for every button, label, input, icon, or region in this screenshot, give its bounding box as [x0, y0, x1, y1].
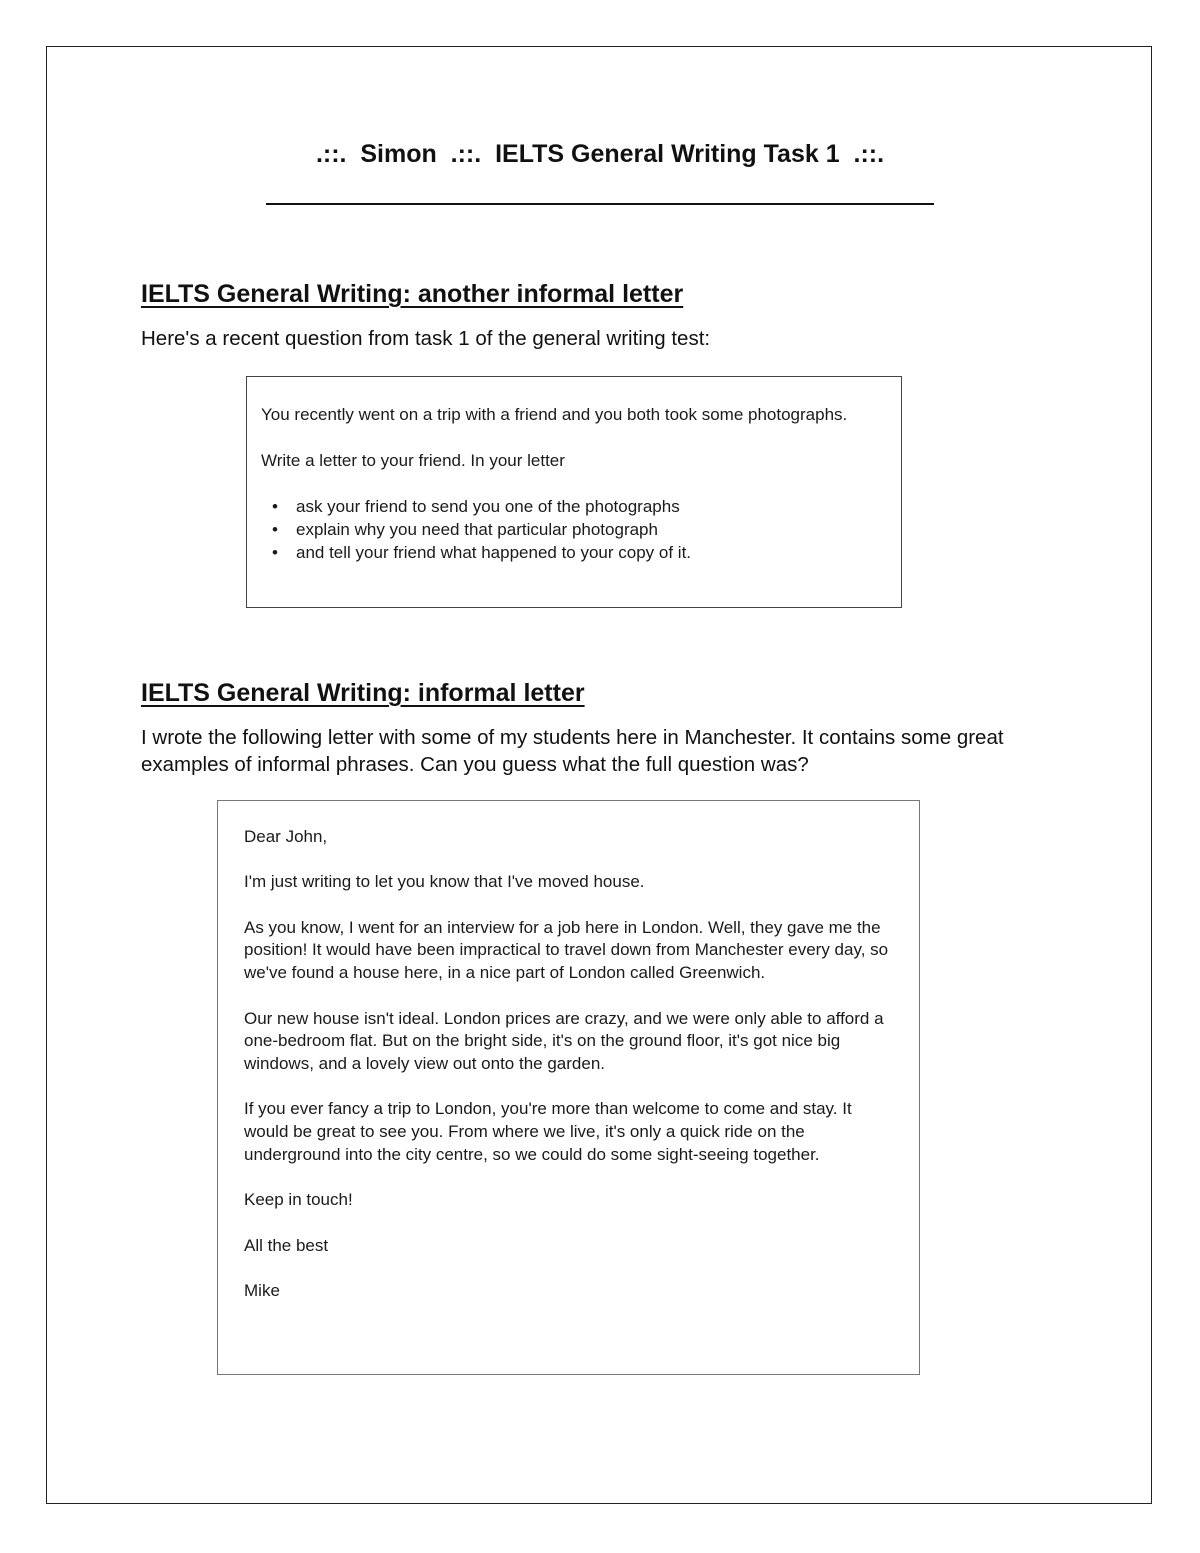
- question-box: [246, 376, 902, 608]
- question-bullet-item: [261, 518, 887, 541]
- letter-box: [217, 800, 920, 1375]
- question-bullet-text: and tell your friend what happened to your copy of it.: [296, 543, 692, 562]
- letter-greeting: Dear John,: [244, 827, 328, 846]
- question-bullet-item: [261, 541, 887, 564]
- header-divider: [266, 203, 934, 205]
- section-heading-informal-letter: IELTS General Writing: informal letter: [141, 679, 585, 707]
- letter-sign-off: All the best: [244, 1235, 329, 1255]
- letter-paragraph: As you know, I went for an interview for a job here in London. Well, they gave me the position! It would have been impractical to travel down from Manchester every day, so we've found a house here, in a nice part of London called Greenwich.: [244, 917, 889, 983]
- bullet-icon: •: [272, 543, 278, 562]
- bullet-icon: •: [272, 520, 278, 539]
- section-heading-another-informal-letter: IELTS General Writing: another informal letter: [141, 280, 684, 308]
- question-bullet-item: [261, 495, 887, 518]
- document-header: .::. Simon .::. IELTS General Writing Task 1 .::.: [315, 140, 885, 168]
- letter-paragraph: If you ever fancy a trip to London, you're more than welcome to come and stay. It would be great to see you. From where we live, it's only a quick ride on the underground into the city centre, so we could do some sight-seeing together.: [244, 1099, 852, 1164]
- letter-closing: Keep in touch!: [244, 1190, 353, 1210]
- letter-paragraph: Our new house isn't ideal. London prices are crazy, and we were only able to afford a one-bedroom flat. But on the bright side, it's on the ground floor, it's got nice big windows, and a lovely view out onto the garden.: [244, 1008, 884, 1073]
- question-prompt: You recently went on a trip with a friend and you both took some photographs.: [261, 405, 848, 424]
- question-bullet-text: ask your friend to send you one of the photographs: [296, 497, 680, 516]
- bullet-icon: •: [272, 497, 278, 516]
- letter-signature: Mike: [244, 1280, 280, 1300]
- question-instruction: Write a letter to your friend. In your letter: [261, 451, 565, 470]
- section-intro-informal-letter: I wrote the following letter with some of my students here in Manchester. It contains some great examples of informal phrases. Can you guess what the full question was?: [141, 726, 1004, 776]
- letter-paragraph: I'm just writing to let you know that I've moved house.: [244, 872, 645, 892]
- question-bullet-list: [261, 495, 887, 564]
- question-bullet-text: explain why you need that particular photograph: [296, 520, 658, 539]
- section-intro-another-informal-letter: Here's a recent question from task 1 of the general writing test:: [141, 327, 711, 350]
